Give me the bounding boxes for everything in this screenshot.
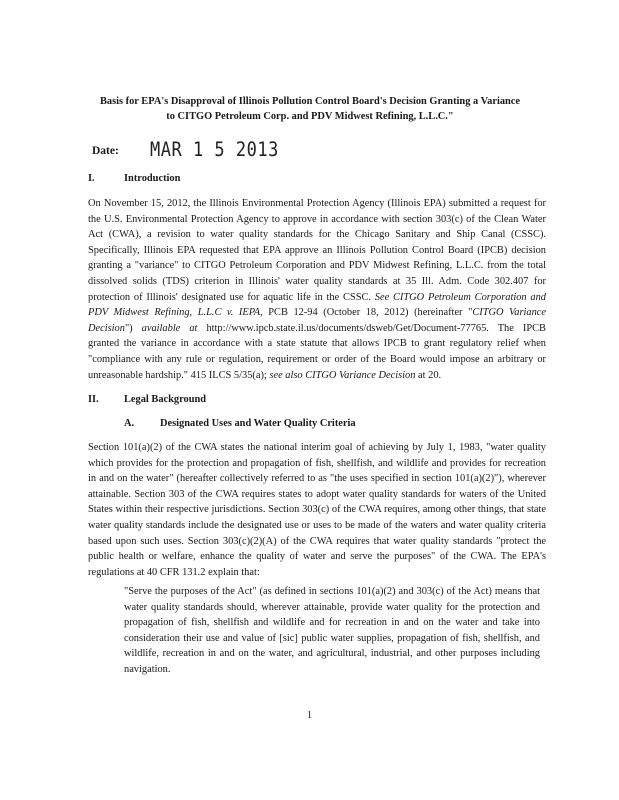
intro-citation-4: see also CITGO Variance Decision: [269, 369, 416, 381]
intro-citation-2: CITGO Variance Decision: [88, 307, 546, 334]
date-label: Date:: [92, 145, 119, 157]
subsection-heading-designated-uses: [124, 416, 356, 432]
intro-paragraph: [88, 196, 546, 383]
block-quote: "Serve the purposes of the Act" (as defined in sections 101(a)(2) and 303(c) of the Act) means that water quality standards should, wherever attainable, provide water quality for the protection and propagation of fish, shellfish and wildlife and for recreation in and on the water and take into consideration their use and value of [sic] public water supplies, propagation of fish, shellfish, and wildlife, recreation in and on the water, and agricultural, industrial, and other purposes including navigation.: [124, 586, 540, 675]
intro-citation-3: available at: [141, 322, 198, 334]
legal-paragraph: Section 101(a)(2) of the CWA states the national interim goal of achieving by July 1, 1983, "water quality which provides for the protection and propagation of fish, shellfish, and wildlife and provides for recreation in and on the water" (hereafter collectively referred to as "the uses specified in section 101(a)(2)"), wherever attainable. Section 303 of the CWA requires states to adopt water quality standards for waters of the United States within their respective jurisdictions. Section 303(c) of the CWA requires, among other things, that state water quality standards include the designated use or uses to be made of the waters and water quality criteria based upon such uses. Section 303(c)(2)(A) of the CWA requires that water quality standards "protect the public health or welfare, enhance the quality of water and serve the purposes" of the CWA. The EPA's regulations at 40 CFR 131.2 explain that:: [88, 442, 546, 578]
intro-text-2: , PCB 12-94 (October 18, 2012) (hereinafter ": [260, 307, 473, 319]
section-title: Legal Background: [124, 394, 207, 405]
document-title: Basis for EPA's Disapproval of Illinois Pollution Control Board's Decision Granting a Variance to CITGO Petroleum Corp. and PDV Midwest Refining, L.L.C.": [99, 96, 521, 122]
intro-text-3: "): [124, 322, 142, 334]
date-row: [92, 138, 392, 168]
intro-text-5: at 20.: [415, 369, 442, 381]
section-title: Introduction: [124, 173, 181, 184]
page-number: 1: [306, 710, 313, 721]
subsection-letter: A.: [124, 418, 135, 429]
intro-citation-1: See CITGO Petroleum Corporation and PDV Midwest Refining, L.L.C v. IEPA: [88, 291, 546, 319]
section-heading-legal-background: [88, 392, 206, 408]
section-number: II.: [88, 394, 99, 405]
section-heading-introduction: [88, 171, 180, 187]
section-number: I.: [88, 173, 95, 184]
intro-text-4: http://www.ipcb.state.il.us/documents/dsweb/Get/Document-77765. The IPCB granted the variance in accordance with a state statute that allows IPCB to grant regulatory relief when "compliance with any rule or regulation, requirement or order of the Board would impose an arbitrary or unreasonable hardship." 415 ILCS 5/35(a);: [88, 322, 546, 381]
subsection-title: Designated Uses and Water Quality Criteria: [160, 418, 356, 429]
intro-text-1: On November 15, 2012, the Illinois Environmental Protection Agency (Illinois EPA) submitted a request for the U.S. Environmental Protection Agency to approve in accordance with section 303(c) of the Clean Water Act (CWA), a revision to water quality standards for the Chicago Sanitary and Ship Canal (CSSC). Specifically, Illinois EPA requested that EPA approve an Illinois Pollution Control Board (IPCB) decision granting a "variance" to CITGO Petroleum Corporation and PDV Midwest Refining, L.L.C. from the total dissolved solids (TDS) criterion in Illinois' water quality standards at 35 Ill. Adm. Code 302.407 for protection of Illinois' designated use for aquatic life in the CSSC.: [88, 198, 546, 303]
date-stamp: MAR 1 5 2013: [150, 138, 279, 162]
